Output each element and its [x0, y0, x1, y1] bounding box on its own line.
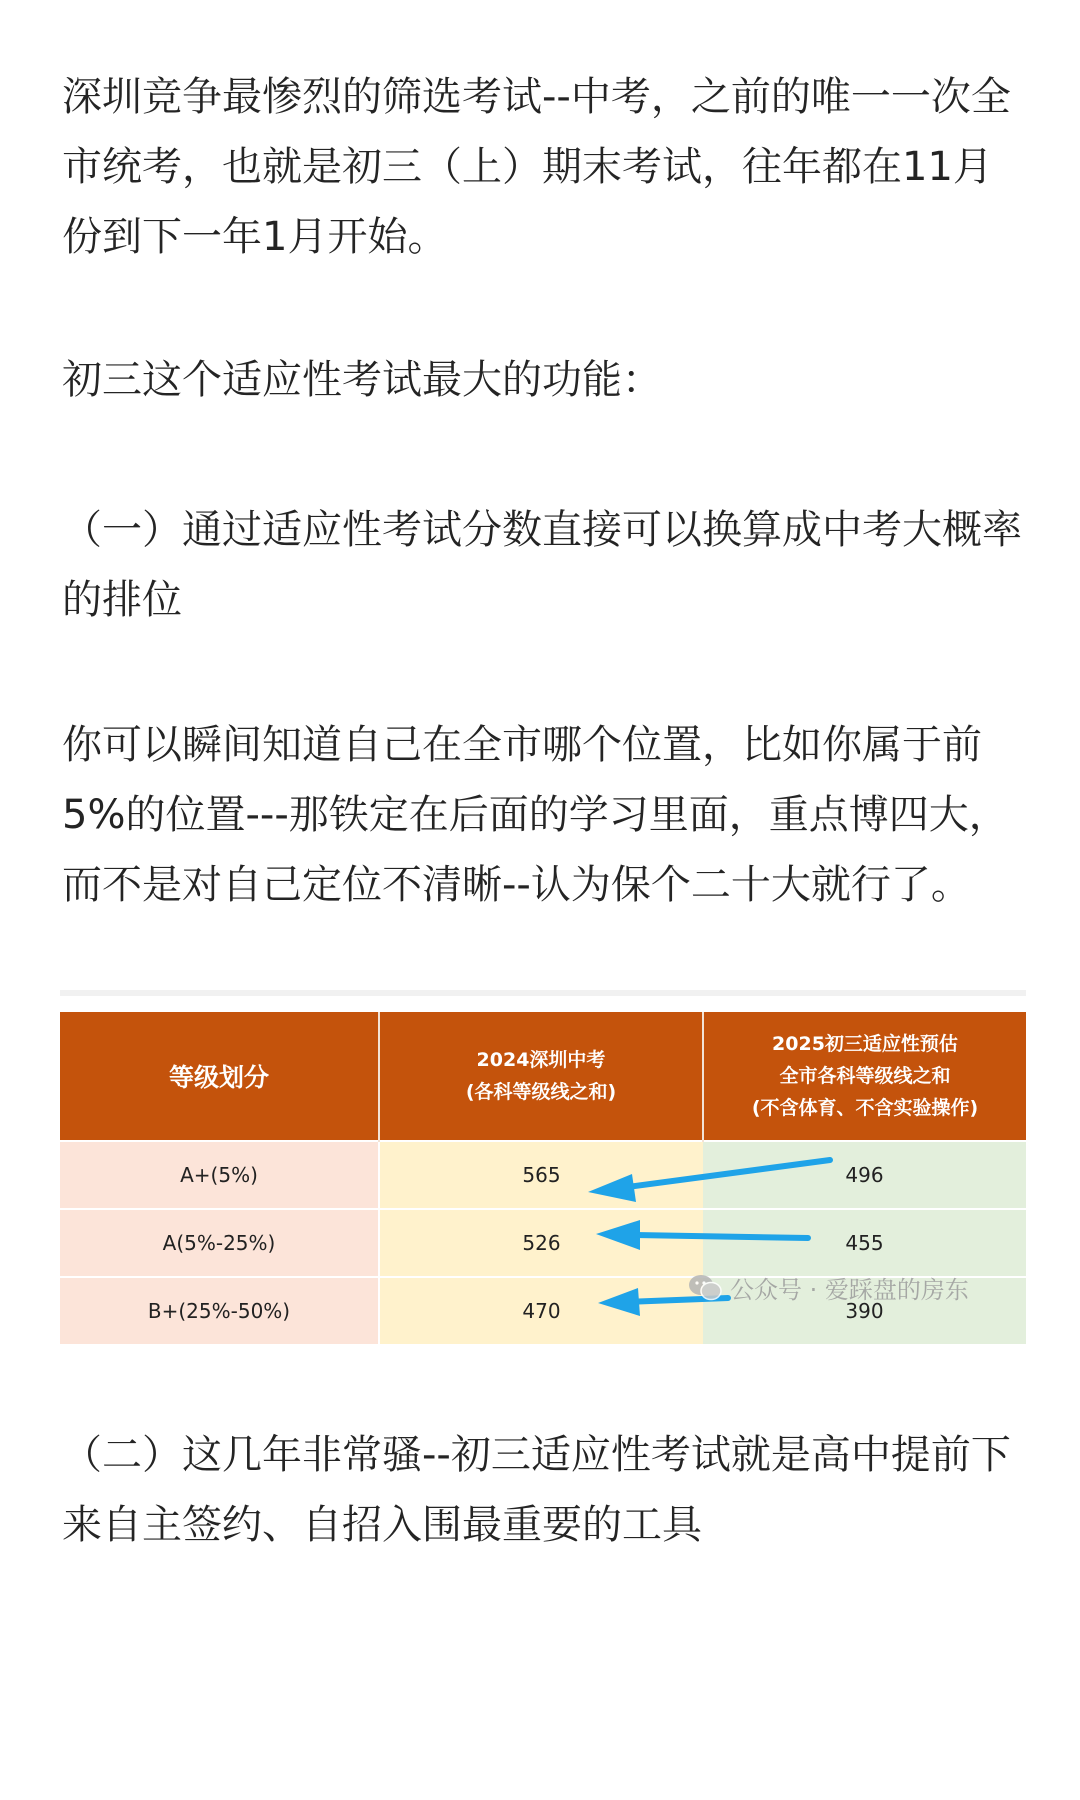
- score-2024-cell: 526: [379, 1209, 703, 1277]
- score-2024-cell: 565: [379, 1141, 703, 1209]
- score-2024-cell: 470: [379, 1277, 703, 1344]
- header-2024: 2024深圳中考 (各科等级线之和): [379, 1012, 703, 1141]
- figure-divider: [60, 990, 1026, 996]
- grade-cell: A(5%-25%): [60, 1209, 379, 1277]
- point-two-heading: （二）这几年非常骚--初三适应性考试就是高中提前下来自主签约、自招入围最重要的工具: [62, 1432, 1011, 1548]
- grade-cell: B+(25%-50%): [60, 1277, 379, 1344]
- score-2025-cell: 390: [703, 1277, 1026, 1344]
- header-grade: 等级划分: [60, 1012, 379, 1141]
- intro-paragraph: 深圳竞争最惨烈的筛选考试--中考，之前的唯一一次全市统考，也就是初三（上）期末考试，往年都在11月份到下一年1月开始。: [62, 74, 1011, 260]
- watermark: [688, 1270, 969, 1305]
- function-heading: 初三这个适应性考试最大的功能：: [62, 357, 662, 403]
- grade-table-figure: [60, 990, 1026, 1336]
- grade-cell: A+(5%): [60, 1141, 379, 1209]
- score-2025-cell: 455: [703, 1209, 1026, 1277]
- score-2025-cell: 496: [703, 1141, 1026, 1209]
- watermark-text: 公众号 · 爱踩盘的房东: [730, 1276, 969, 1304]
- point-one-heading: （一）通过适应性考试分数直接可以换算成中考大概率的排位: [62, 507, 1022, 623]
- table-header-row: [60, 1012, 1026, 1141]
- wechat-icon: [688, 1274, 722, 1302]
- table-row: [60, 1209, 1026, 1277]
- table-row: [60, 1141, 1026, 1209]
- position-paragraph: 你可以瞬间知道自己在全市哪个位置，比如你属于前5%的位置---那铁定在后面的学习里面，重点博四大，而不是对自己定位不清晰--认为保个二十大就行了。: [62, 722, 1009, 908]
- header-2025: 2025初三适应性预估 全市各科等级线之和 (不含体育、不含实验操作): [703, 1012, 1026, 1141]
